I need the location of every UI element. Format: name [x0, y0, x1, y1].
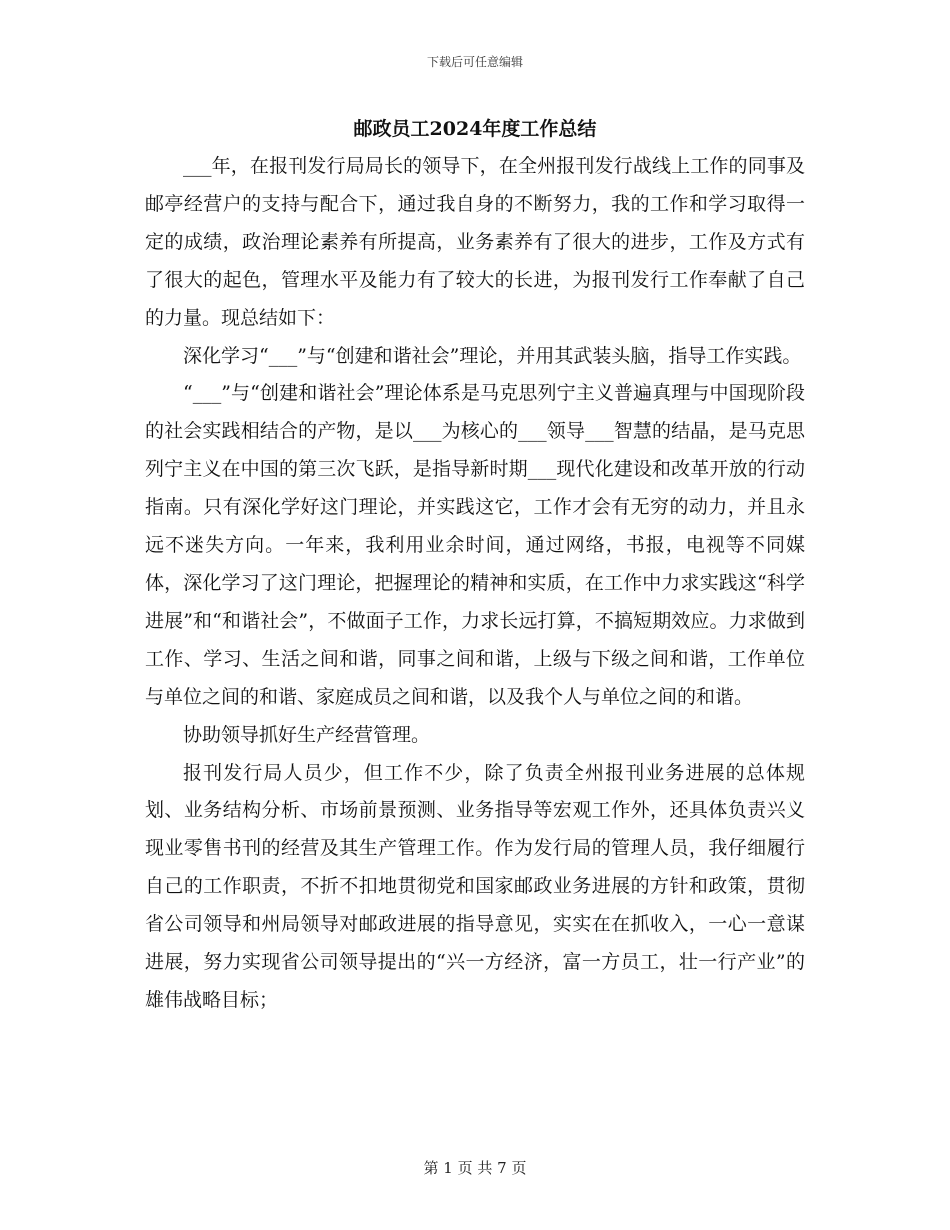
- document-title: 邮政员工2024年度工作总结: [353, 118, 597, 140]
- paragraph-intro: ___年，在报刊发行局局长的领导下，在全州报刊发行战线上工作的同事及邮亭经营户的支持与配合下，通过我自身的不断努力，我的工作和学习取得一定的成绩，政治理论素养有所提高，业务素养有了很大的进步，工作及方式有了很大的起色，管理水平及能力有了较大的长进，为报刊发行工作奉献了自己的力量。现总结如下：: [145, 155, 805, 329]
- paragraph-management-detail: 报刊发行局人员少，但工作不少，除了负责全州报刊业务进展的总体规划、业务结构分析、市场前景预测、业务指导等宏观工作外，还具体负责兴义现业零售书刊的经营及其生产管理工作。作为发行局的管理人员，我仔细履行自己的工作职责，不折不扣地贯彻党和国家邮政业务进展的方针和政策，贯彻省公司领导和州局领导对邮政进展的指导意见，实实在在抓收入，一心一意谋进展，努力实现省公司领导提出的“兴一方经济，富一方员工，壮一行产业”的雄伟战略目标；: [145, 761, 805, 1011]
- paragraph-heading-study-theory: 深化学习“___”与“创建和谐社会”理论，并用其武装头脑，指导工作实践。: [183, 344, 802, 367]
- page-header-note: 下载后可任意编辑: [426, 55, 523, 69]
- document-body: [145, 148, 805, 1020]
- page-number-footer: 第 1 页 共 7 页: [423, 1159, 527, 1177]
- paragraph-theory-detail: “___”与“创建和谐社会”理论体系是马克思列宁主义普遍真理与中国现阶段的社会实践相结合的产物，是以___为核心的___领导___智慧的结晶，是马克思列宁主义在中国的第三次飞跃，是指导新时期___现代化建设和改革开放的行动指南。只有深化学好这门理论，并实践这它，工作才会有无穷的动力，并且永远不迷失方向。一年来，我利用业余时间，通过网络，书报，电视等不同媒体，深化学习了这门理论，把握理论的精神和实质，在工作中力求实践这“科学进展”和“和谐社会”，不做面子工作，力求长远打算，不搞短期效应。力求做到工作、学习、生活之间和谐，同事之间和谐，上级与下级之间和谐，工作单位与单位之间的和谐、家庭成员之间和谐，以及我个人与单位之间的和谐。: [145, 382, 805, 708]
- paragraph-heading-management: 协助领导抓好生产经营管理。: [183, 723, 431, 746]
